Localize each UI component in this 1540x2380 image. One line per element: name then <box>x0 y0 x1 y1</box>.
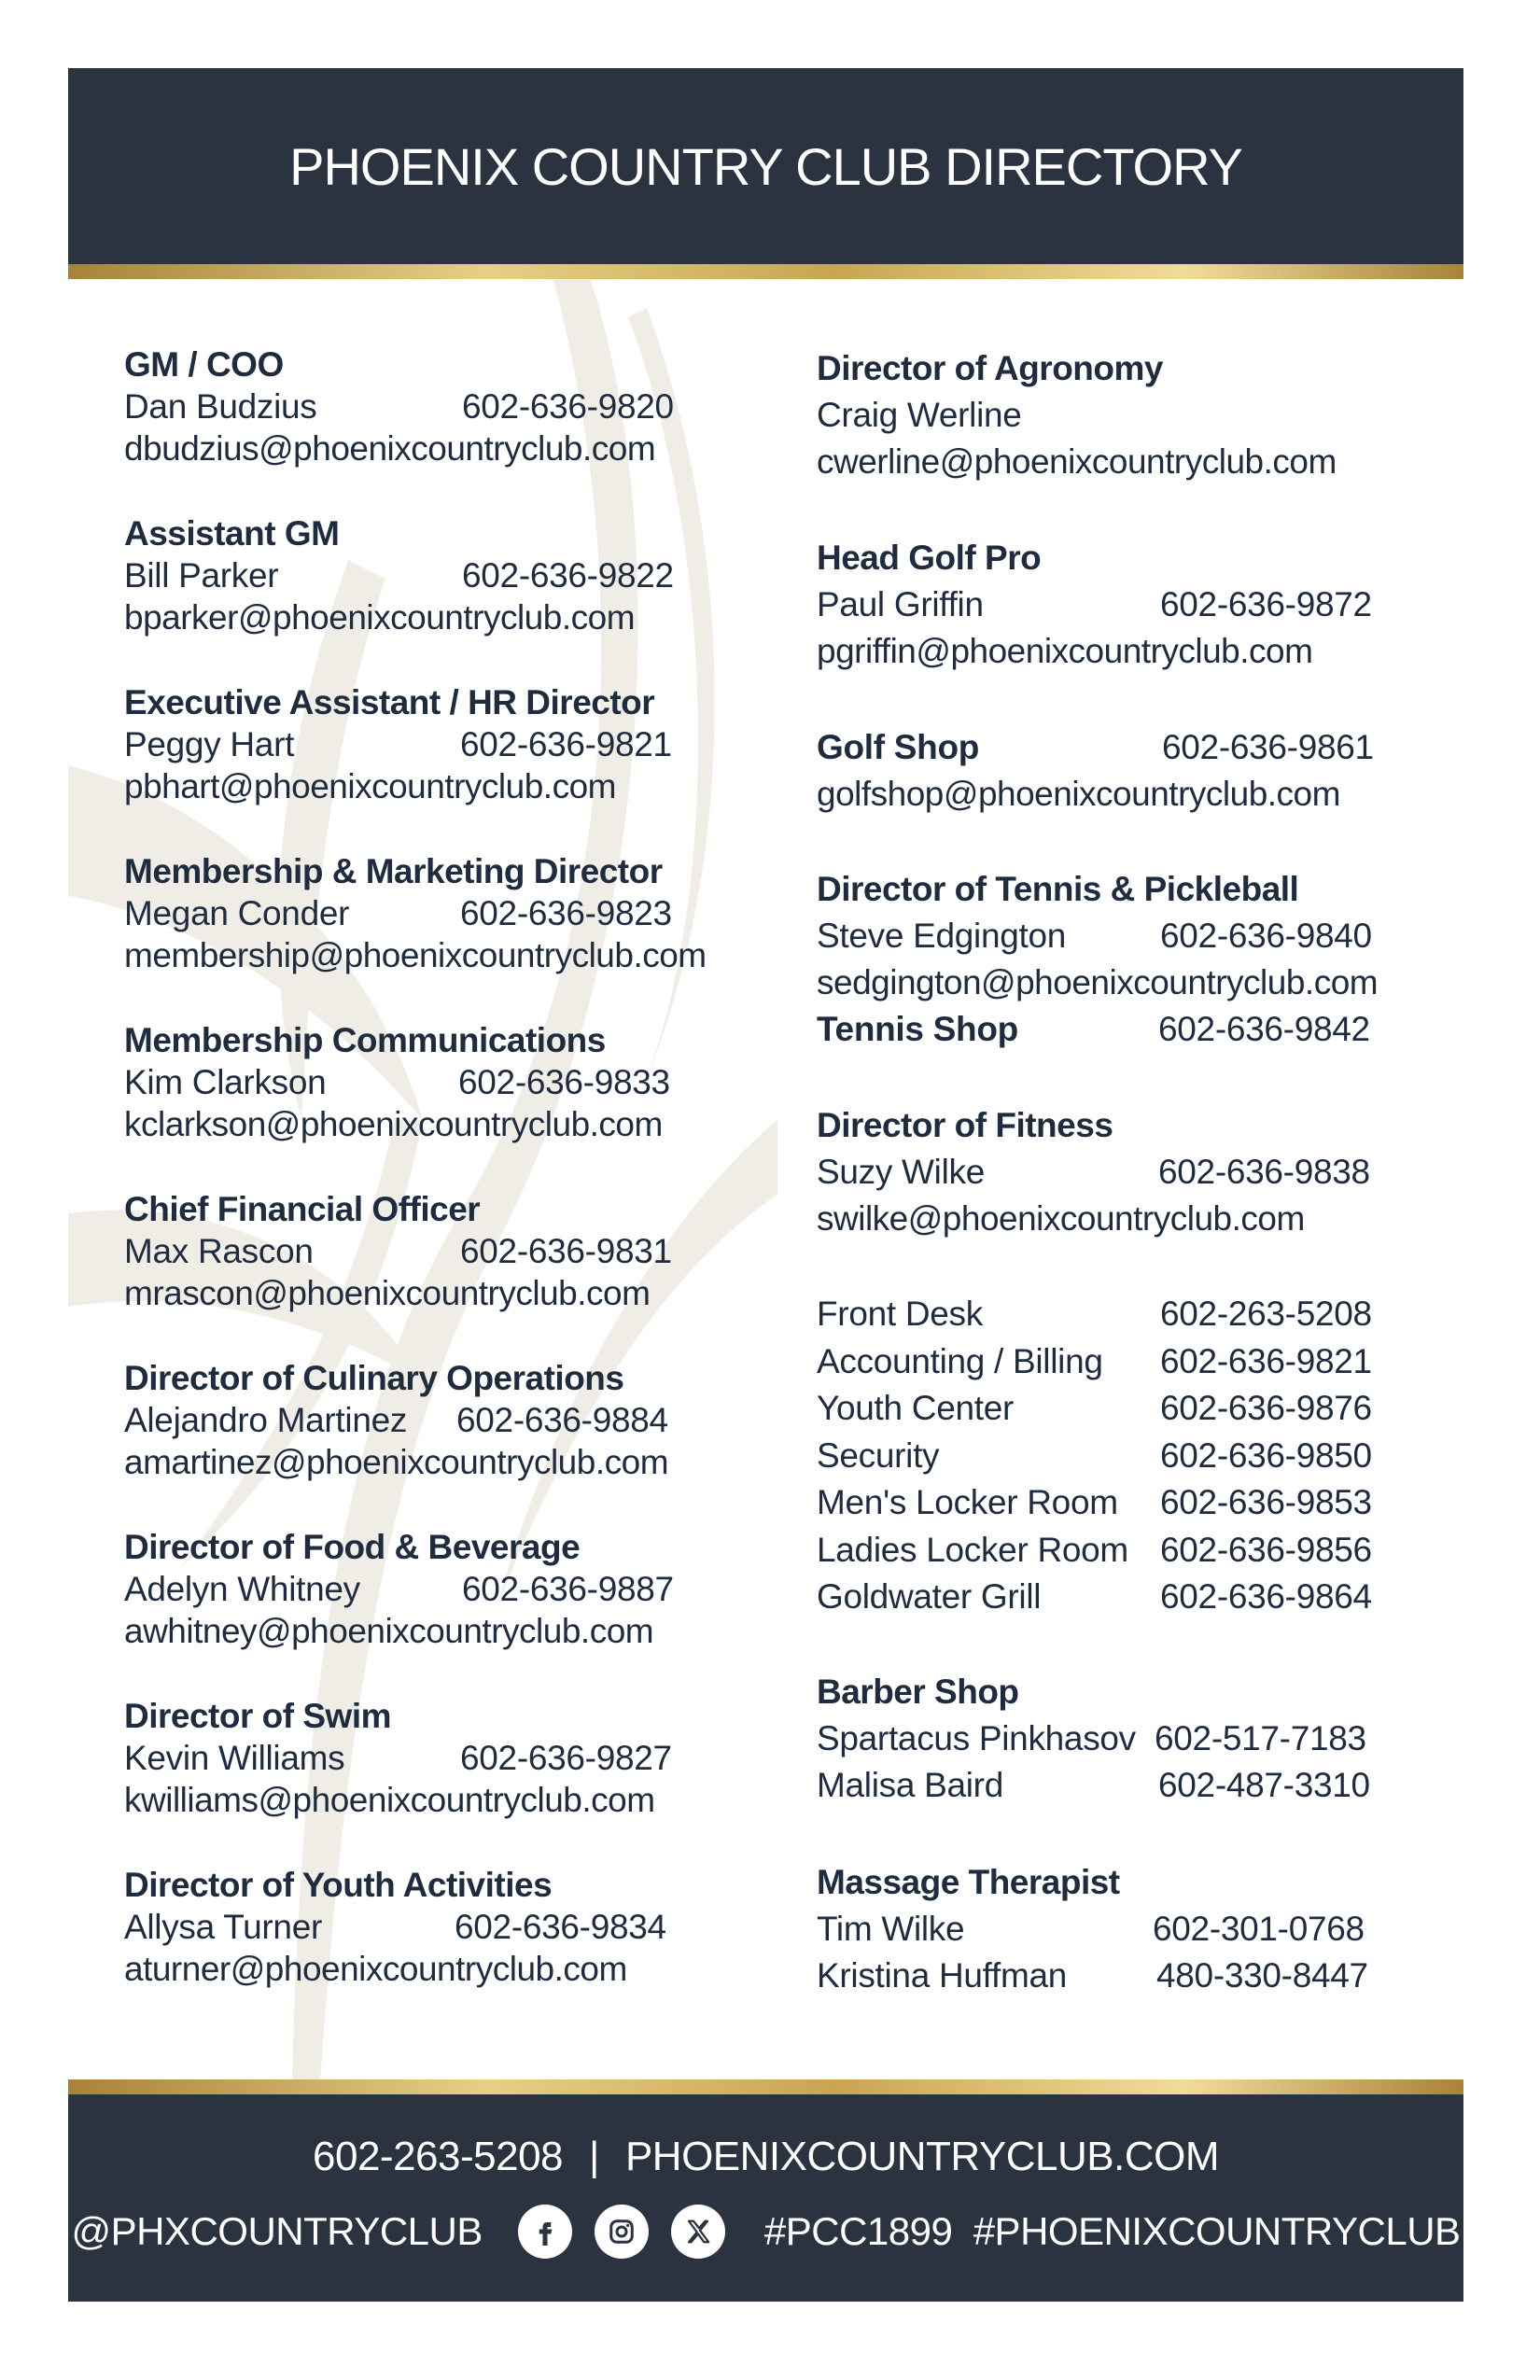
contact-phone[interactable]: 602-636-9861 <box>1162 728 1374 766</box>
contact-name: Steve Edgington <box>817 917 1067 955</box>
contact-email[interactable]: amartinez@phoenixcountryclub.com <box>124 1443 669 1481</box>
contact-phone[interactable]: 602-636-9822 <box>462 556 674 595</box>
contact-title: Executive Assistant / HR Director <box>124 683 655 721</box>
contact-title: Assistant GM <box>124 514 340 553</box>
contact-title: Membership & Marketing Director <box>124 852 663 890</box>
contact-title: Director of Culinary Operations <box>124 1359 624 1397</box>
contact-phone[interactable]: 602-263-5208 <box>1160 1295 1372 1333</box>
contact-email[interactable]: bparker@phoenixcountryclub.com <box>124 598 636 637</box>
contact-phone[interactable]: 602-636-9834 <box>455 1908 666 1946</box>
contact-tennis <box>817 866 1414 1053</box>
contact-phone[interactable]: 602-636-9820 <box>462 387 674 426</box>
contact-head-golf-pro <box>817 535 1414 675</box>
contact-email[interactable]: sedgington@phoenixcountryclub.com <box>817 963 1379 1001</box>
contact-name: Kevin Williams <box>124 1739 345 1777</box>
footer-bar <box>68 2094 1463 2302</box>
contact-name-row <box>124 892 759 934</box>
contact-email[interactable]: golfshop@phoenixcountryclub.com <box>817 775 1340 813</box>
contact-title: Director of Agronomy <box>817 349 1163 387</box>
list-item-label: Front Desk <box>817 1295 983 1333</box>
contact-title: Chief Financial Officer <box>124 1190 481 1228</box>
contact-name-row <box>124 1906 759 1948</box>
contact-membership-communications <box>124 1019 759 1145</box>
list-item-label: Accounting / Billing <box>817 1341 1103 1380</box>
contact-phone[interactable]: 602-636-9821 <box>1160 1341 1372 1380</box>
contact-culinary <box>124 1357 759 1483</box>
contact-name: Kristina Huffman <box>817 1956 1068 1995</box>
contact-title: Director of Youth Activities <box>124 1866 553 1904</box>
contact-name: Kim Clarkson <box>124 1063 327 1101</box>
contact-name-row <box>124 1568 759 1610</box>
contact-phone[interactable]: 602-636-9821 <box>460 725 672 763</box>
contact-name-row <box>124 554 759 596</box>
list-item <box>817 1953 1414 1999</box>
contact-email[interactable]: aturner@phoenixcountryclub.com <box>124 1950 627 1988</box>
contact-name: Adelyn Whitney <box>124 1570 360 1608</box>
contact-name: Peggy Hart <box>124 725 295 763</box>
contact-phone[interactable]: 602-636-9833 <box>458 1063 670 1101</box>
contact-name: Malisa Baird <box>817 1766 1003 1804</box>
footer-phone[interactable]: 602-263-5208 <box>313 2134 564 2179</box>
contact-name-row <box>817 913 1414 959</box>
page-title: PHOENIX COUNTRY CLUB DIRECTORY <box>289 136 1242 196</box>
contact-phone[interactable]: 602-636-9838 <box>1158 1153 1370 1191</box>
list-item <box>817 1906 1414 1953</box>
contact-phone[interactable]: 602-636-9831 <box>460 1232 672 1270</box>
contact-name: Dan Budzius <box>124 387 317 426</box>
contact-title: Director of Swim <box>124 1697 391 1735</box>
contact-phone[interactable]: 602-487-3310 <box>1158 1766 1370 1804</box>
contact-gm-coo <box>124 343 759 469</box>
tennis-shop-row <box>817 1006 1414 1053</box>
contact-name: Megan Conder <box>124 894 350 932</box>
contact-phone[interactable]: 602-636-9872 <box>1160 585 1372 623</box>
contact-email[interactable]: swilke@phoenixcountryclub.com <box>817 1199 1305 1238</box>
contact-name-row <box>124 1399 759 1441</box>
contact-name: Craig Werline <box>817 396 1022 434</box>
contact-name: Max Rascon <box>124 1232 314 1270</box>
contact-title: Barber Shop <box>817 1673 1019 1711</box>
contact-phone[interactable]: 602-636-9856 <box>1160 1530 1372 1569</box>
contact-agronomy <box>817 345 1414 485</box>
contact-name-row <box>124 1230 759 1272</box>
contact-name: Tim Wilke <box>817 1910 965 1948</box>
header-gold-stripe <box>68 264 1463 279</box>
contact-phone[interactable]: 480-330-8447 <box>1156 1956 1368 1995</box>
list-item <box>817 1385 1414 1433</box>
list-item <box>817 1527 1414 1575</box>
footer-contact-line <box>68 2134 1463 2180</box>
contact-phone[interactable]: 602-636-9853 <box>1160 1483 1372 1521</box>
contact-phone[interactable]: 602-636-9876 <box>1160 1389 1372 1427</box>
contact-email[interactable]: kclarkson@phoenixcountryclub.com <box>124 1105 663 1143</box>
contact-name: Paul Griffin <box>817 585 984 623</box>
contact-email[interactable]: dbudzius@phoenixcountryclub.com <box>124 429 656 468</box>
list-item-label: Men's Locker Room <box>817 1483 1118 1521</box>
contact-youth-activities <box>124 1864 759 1990</box>
footer-social-line <box>68 2199 1463 2264</box>
contact-phone[interactable]: 602-636-9840 <box>1160 917 1372 955</box>
contact-exec-assistant <box>124 681 759 807</box>
contact-email[interactable]: awhitney@phoenixcountryclub.com <box>124 1612 654 1650</box>
contact-name-row <box>124 385 759 427</box>
contact-name-row <box>124 723 759 765</box>
social-handle[interactable]: @PHXCOUNTRYCLUB <box>71 2209 483 2253</box>
contact-name: Suzy Wilke <box>817 1153 985 1191</box>
list-item <box>817 1433 1414 1480</box>
contact-title: GM / COO <box>124 345 284 384</box>
contact-title: Head Golf Pro <box>817 539 1042 577</box>
contact-barber-shop <box>817 1669 1414 1809</box>
tennis-shop-label: Tennis Shop <box>817 1010 1018 1048</box>
contact-title: Director of Fitness <box>817 1106 1113 1144</box>
contact-phone[interactable]: 602-636-9887 <box>462 1570 674 1608</box>
instagram-icon[interactable] <box>595 2205 649 2259</box>
contact-phone[interactable]: 602-636-9827 <box>460 1739 672 1777</box>
contact-email[interactable]: cwerline@phoenixcountryclub.com <box>817 442 1337 481</box>
contact-name: Alejandro Martinez <box>124 1401 408 1439</box>
x-icon[interactable] <box>671 2205 725 2259</box>
list-item-label: Security <box>817 1435 940 1475</box>
hashtags[interactable]: #PCC1899 #PHOENIXCOUNTRYCLUB <box>763 2209 1461 2253</box>
contact-swim <box>124 1695 759 1821</box>
contact-food-beverage <box>124 1526 759 1652</box>
list-item <box>817 1479 1414 1527</box>
contact-title: Membership Communications <box>124 1021 606 1059</box>
contact-assistant-gm <box>124 512 759 638</box>
footer-separator: | <box>589 2134 599 2179</box>
contact-phone[interactable]: 602-517-7183 <box>1155 1719 1366 1757</box>
contact-name-row <box>817 581 1414 628</box>
contact-title: Golf Shop <box>817 728 980 766</box>
list-item-label: Goldwater Grill <box>817 1577 1042 1616</box>
contact-email[interactable]: mrascon@phoenixcountryclub.com <box>124 1274 651 1312</box>
contact-title: Director of Food & Beverage <box>124 1528 581 1566</box>
contact-phone[interactable]: 602-636-9842 <box>1158 1010 1370 1048</box>
contact-phone[interactable]: 602-636-9884 <box>456 1401 668 1439</box>
contact-name: Bill Parker <box>124 556 279 595</box>
contact-name-row <box>124 1737 759 1779</box>
contact-name: Allysa Turner <box>124 1908 323 1946</box>
contact-email[interactable]: membership@phoenixcountryclub.com <box>124 936 707 974</box>
contact-email[interactable]: pgriffin@phoenixcountryclub.com <box>817 632 1313 670</box>
list-item <box>817 1762 1414 1809</box>
contact-membership-marketing <box>124 850 759 976</box>
contact-fitness <box>817 1102 1414 1242</box>
list-item-label: Ladies Locker Room <box>817 1530 1128 1569</box>
contact-email[interactable]: pbhart@phoenixcountryclub.com <box>124 767 616 805</box>
list-item <box>817 1715 1414 1762</box>
contact-golf-shop <box>817 724 1414 818</box>
contact-phone[interactable]: 602-636-9850 <box>1160 1435 1372 1475</box>
contact-massage-therapist <box>817 1859 1414 1999</box>
general-numbers-list <box>817 1291 1414 1621</box>
contact-phone[interactable]: 602-301-0768 <box>1153 1910 1365 1948</box>
list-item-label: Youth Center <box>817 1389 1015 1427</box>
contact-email[interactable]: kwilliams@phoenixcountryclub.com <box>124 1781 655 1819</box>
contact-name-row <box>817 1149 1414 1196</box>
contact-name: Spartacus Pinkhasov <box>817 1719 1136 1757</box>
contact-cfo <box>124 1188 759 1314</box>
contact-phone[interactable]: 602-636-9823 <box>460 894 672 932</box>
contact-name-row <box>124 1061 759 1103</box>
contact-title-row <box>817 724 1414 771</box>
contact-title: Massage Therapist <box>817 1863 1120 1901</box>
list-item <box>817 1574 1414 1621</box>
list-item <box>817 1291 1414 1338</box>
footer-gold-stripe <box>68 2079 1463 2094</box>
contact-phone[interactable]: 602-636-9864 <box>1160 1577 1372 1616</box>
list-item <box>817 1338 1414 1386</box>
footer-website[interactable]: PHOENIXCOUNTRYCLUB.COM <box>624 2134 1219 2179</box>
contact-title: Director of Tennis & Pickleball <box>817 870 1299 908</box>
facebook-icon[interactable] <box>518 2205 572 2259</box>
